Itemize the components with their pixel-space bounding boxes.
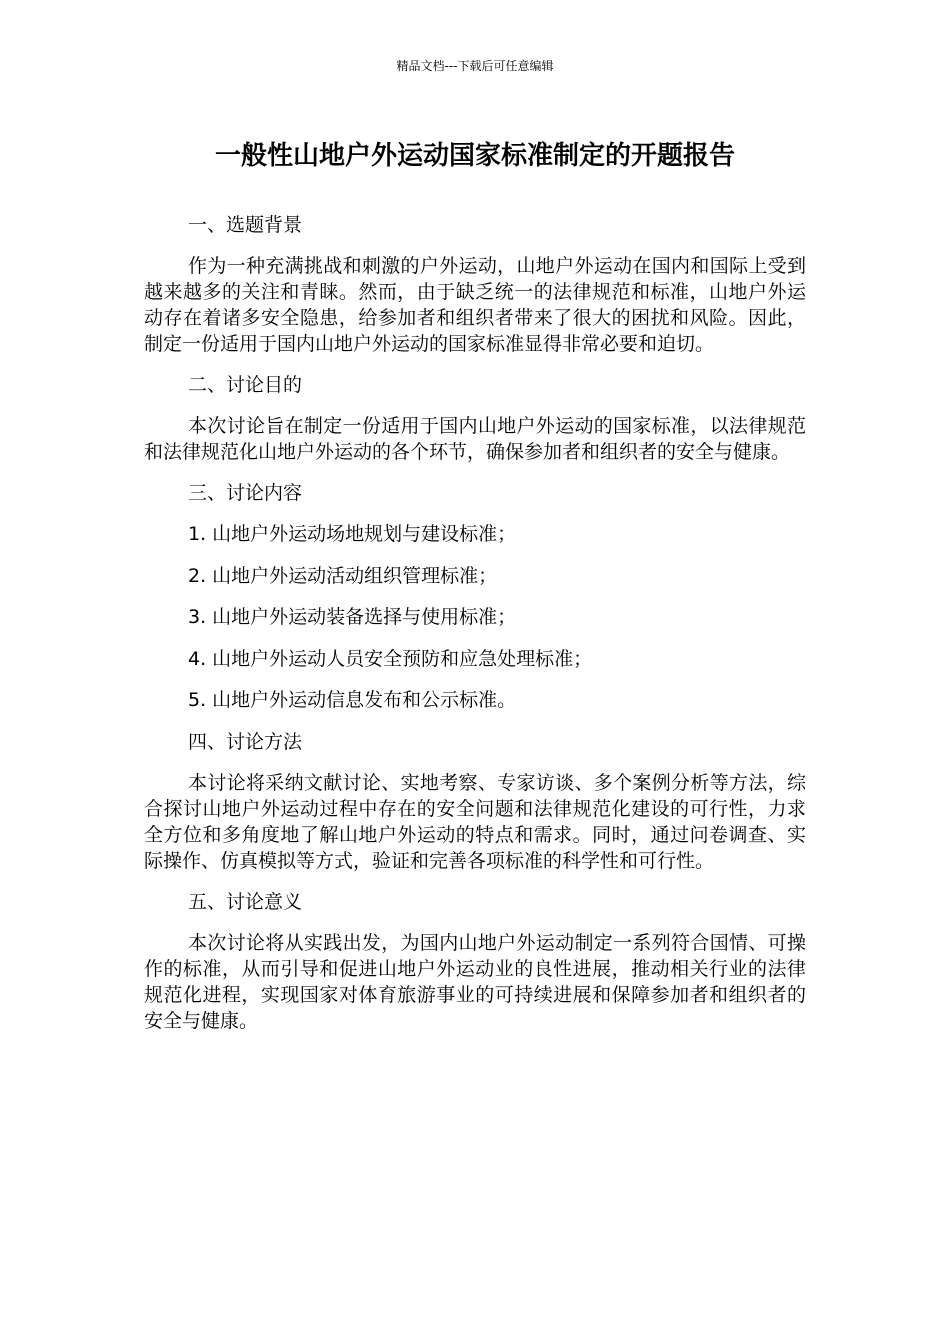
- paragraph-background: 作为一种充满挑战和刺激的户外运动，山地户外运动在国内和国际上受到越来越多的关注和青睐。然而，由于缺乏统一的法律规范和标准，山地户外运动存在着诸多安全隐患，给参加者和组织者带来了很大的困扰和风险。因此，制定一份适用于国内山地户外运动的国家标准显得非常必要和迫切。: [144, 255, 806, 355]
- section-heading-significance: 五、讨论意义: [188, 890, 303, 913]
- paragraph-significance: 本次讨论将从实践出发，为国内山地户外运动制定一系列符合国情、可操作的标准，从而引导和促进山地户外运动业的良性进展，推动相关行业的法律规范化进程，实现国家对体育旅游事业的可持续进展和保障参加者和组织者的安全与健康。: [144, 931, 806, 1032]
- list-item: 1. 山地户外运动场地规划与建设标准；: [188, 523, 517, 545]
- list-item: 4. 山地户外运动人员安全预防和应急处理标准；: [188, 647, 593, 670]
- list-item: 3. 山地户外运动装备选择与使用标准；: [188, 606, 517, 628]
- document-title: 一般性山地户外运动国家标准制定的开题报告: [214, 141, 735, 171]
- paragraph-purpose: 本次讨论旨在制定一份适用于国内山地户外运动的国家标准，以法律规范和法律规范化山地户外运动的各个环节，确保参加者和组织者的安全与健康。: [144, 415, 806, 463]
- section-heading-purpose: 二、讨论目的: [188, 374, 303, 396]
- section-heading-content: 三、讨论内容: [188, 482, 303, 504]
- section-heading-method: 四、讨论方法: [188, 730, 303, 753]
- list-item: 5. 山地户外运动信息发布和公示标准。: [188, 689, 517, 711]
- section-heading-background: 一、选题背景: [188, 214, 303, 236]
- document-body: [144, 212, 806, 1049]
- list-item: 2. 山地户外运动活动组织管理标准；: [188, 564, 498, 587]
- paragraph-method: 本讨论将采纳文献讨论、实地考察、专家访谈、多个案例分析等方法，综合探讨山地户外运动过程中存在的安全问题和法律规范化建设的可行性，力求全方位和多角度地了解山地户外运动的特点和需求。同时，通过问卷调查、实际操作、仿真模拟等方式，验证和完善各项标准的科学性和可行性。: [144, 771, 806, 872]
- page-header: 精品文档---下载后可任意编辑: [396, 59, 554, 73]
